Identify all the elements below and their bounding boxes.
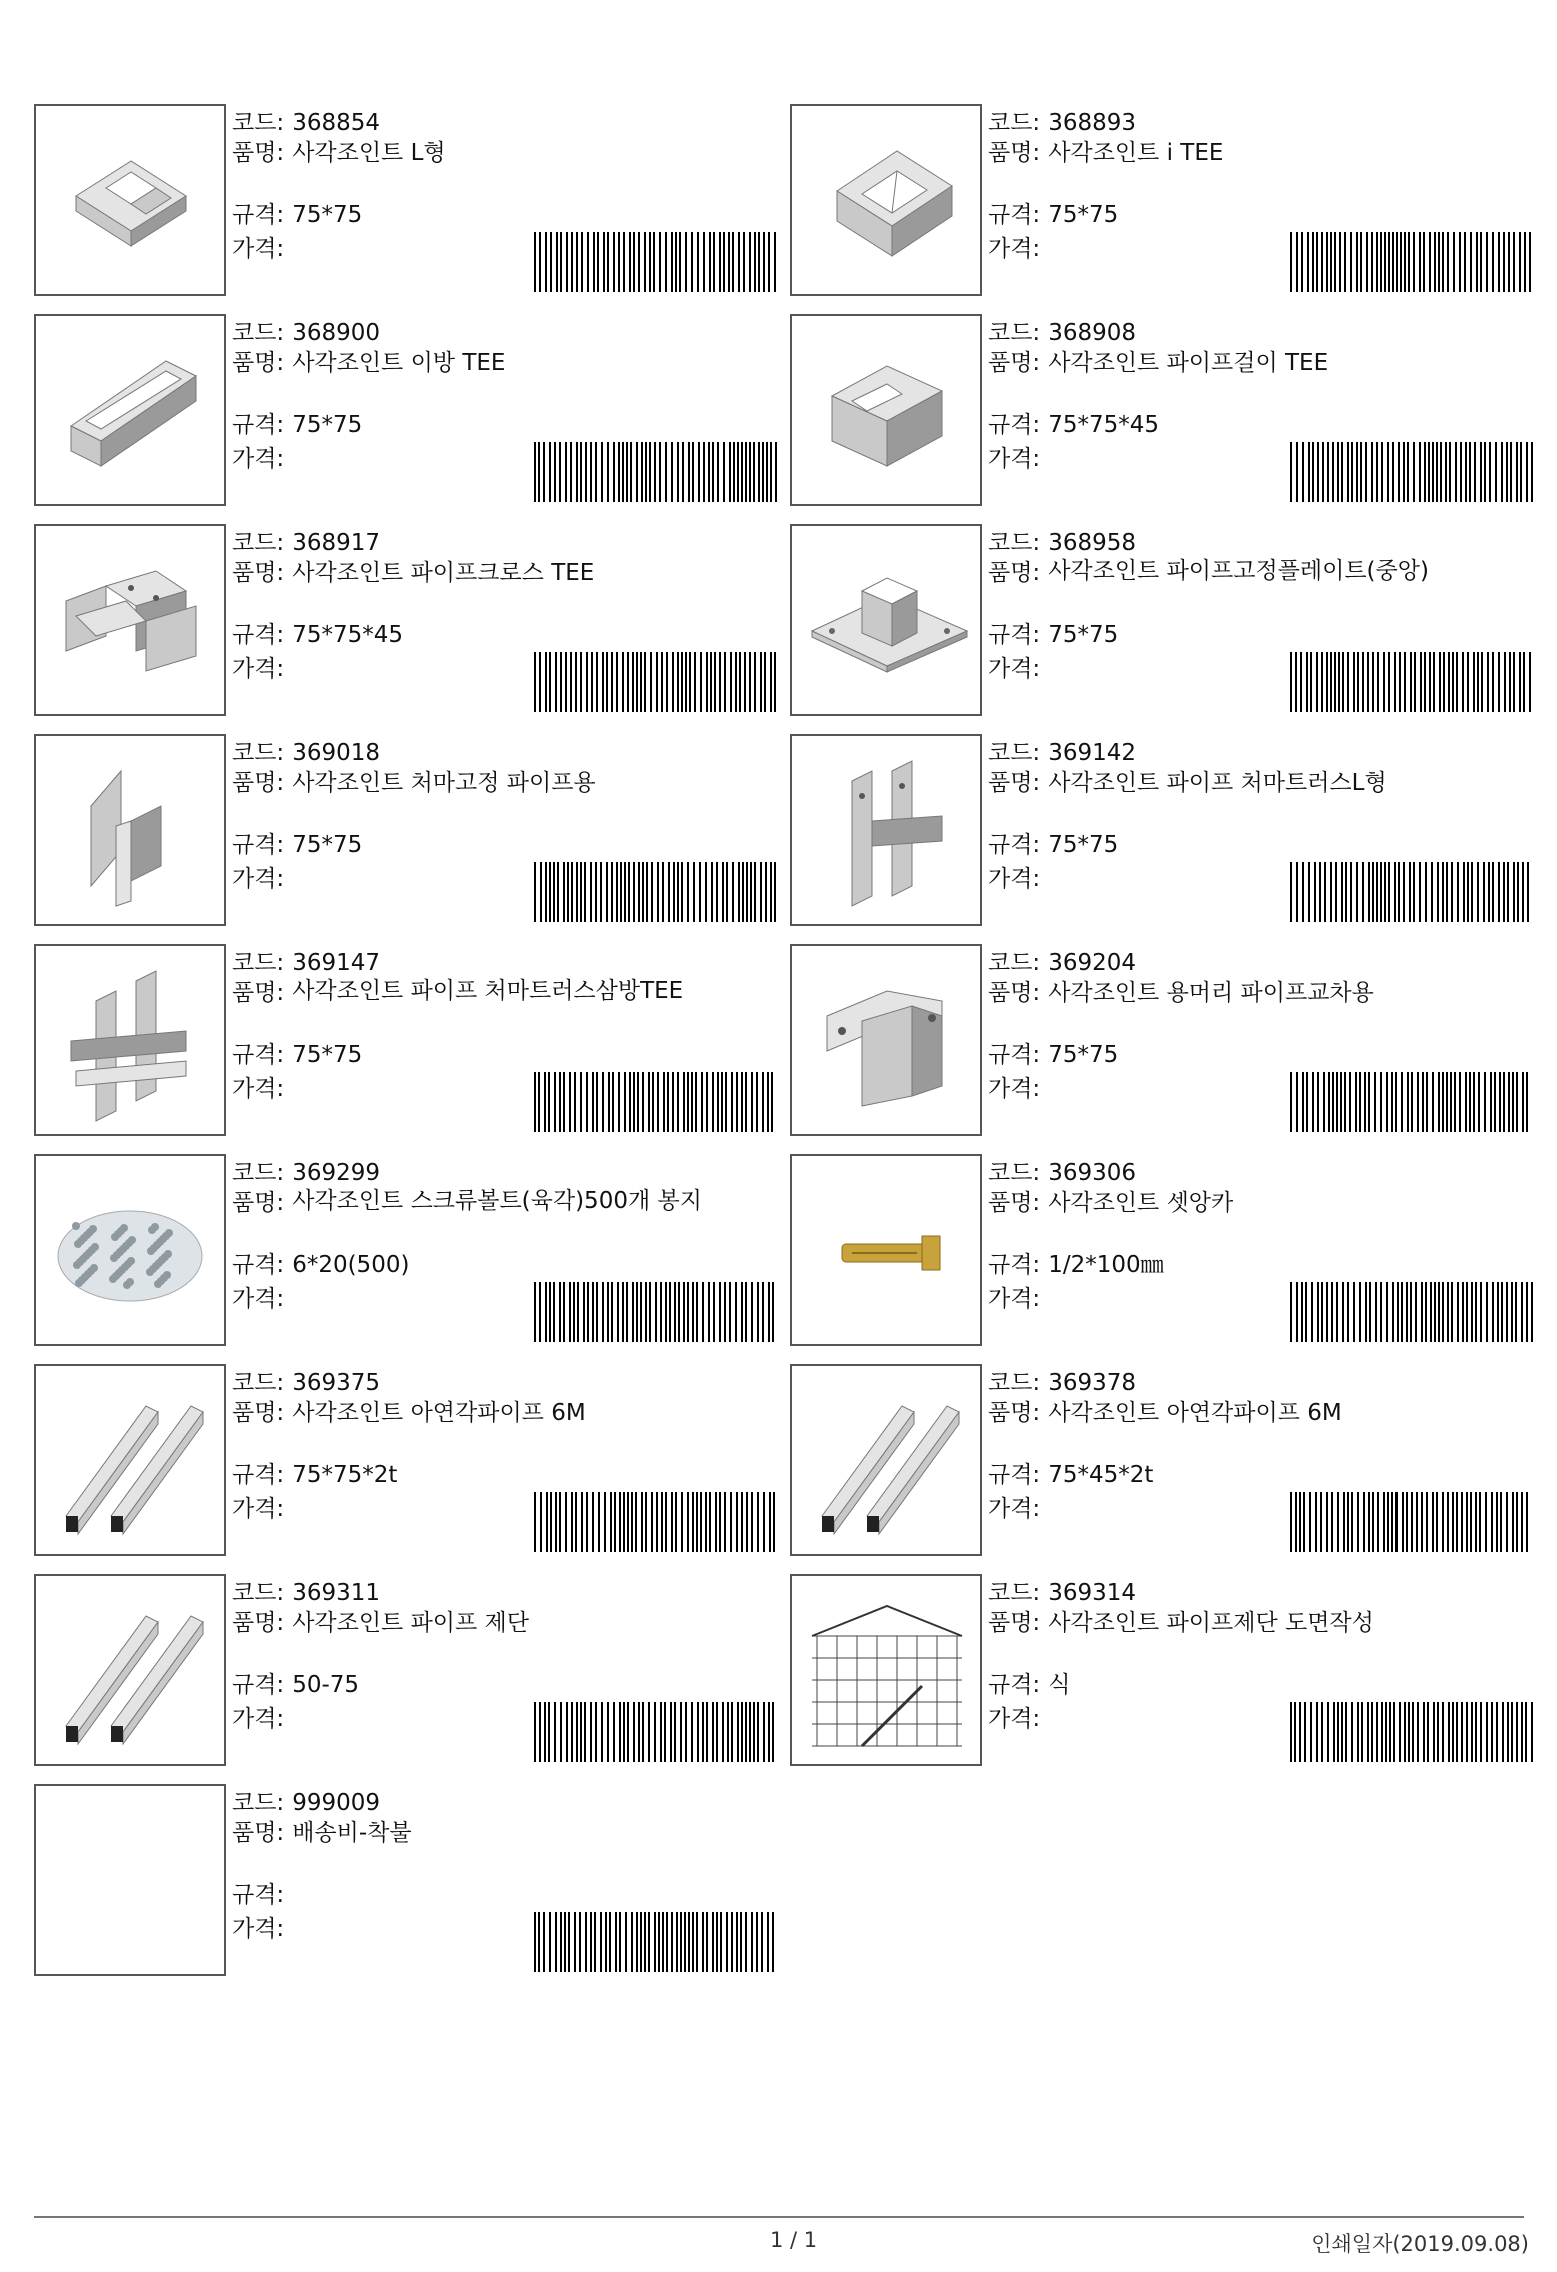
price-row — [232, 1074, 292, 1104]
product-image — [34, 524, 226, 716]
code-value: 999009 — [292, 1790, 380, 1816]
name-value: 사각조인트 스크류볼트(육각)500개 봉지 — [292, 1188, 702, 1214]
product-image — [34, 1154, 226, 1346]
spec-row — [232, 410, 362, 440]
product-card — [790, 734, 1530, 926]
spec-row — [988, 1250, 1164, 1280]
barcode — [1288, 442, 1534, 502]
price-row — [988, 864, 1048, 894]
spec-label: 규격: — [988, 412, 1041, 438]
code-value: 369018 — [292, 740, 380, 766]
name-value: 사각조인트 파이프고정플레이트(중앙) — [1048, 558, 1429, 584]
name-label: 품명: — [232, 1610, 285, 1636]
spec-value: 1/2*100㎜ — [1048, 1252, 1164, 1278]
barcode — [1288, 862, 1534, 922]
price-row — [232, 1914, 292, 1944]
name-label: 품명: — [988, 1190, 1041, 1216]
barcode — [532, 1912, 778, 1972]
name-label: 품명: — [232, 560, 285, 586]
spec-value: 식 — [1048, 1672, 1071, 1698]
product-image — [34, 734, 226, 926]
code-row — [988, 1158, 1136, 1188]
name-row — [232, 1398, 586, 1428]
name-value: 사각조인트 파이프걸이 TEE — [1048, 350, 1329, 376]
spec-row — [988, 620, 1118, 650]
name-label: 품명: — [232, 770, 285, 796]
product-card — [790, 1154, 1530, 1346]
spec-label: 규격: — [988, 202, 1041, 228]
price-row — [232, 654, 292, 684]
name-value: 사각조인트 아연각파이프 6M — [1048, 1400, 1342, 1426]
product-image — [34, 314, 226, 506]
spec-row — [232, 200, 362, 230]
spec-value: 75*75*2t — [292, 1462, 398, 1488]
name-row — [988, 1608, 1374, 1638]
code-value: 368908 — [1048, 320, 1136, 346]
code-row — [232, 528, 380, 558]
spec-row — [232, 1040, 362, 1070]
code-value: 369314 — [1048, 1580, 1136, 1606]
name-row — [232, 978, 722, 1008]
spec-label: 규격: — [988, 1042, 1041, 1068]
price-label: 가격: — [232, 1496, 285, 1522]
code-label: 코드: — [232, 1370, 285, 1396]
product-image — [790, 734, 982, 926]
name-label: 품명: — [988, 140, 1041, 166]
code-label: 코드: — [232, 950, 285, 976]
price-row — [988, 1284, 1048, 1314]
spec-label: 규격: — [988, 622, 1041, 648]
screw-bag-icon — [36, 1156, 224, 1344]
price-label: 가격: — [232, 656, 285, 682]
code-row — [232, 1578, 380, 1608]
barcode — [1288, 1282, 1534, 1342]
spec-value: 75*75 — [292, 832, 363, 858]
code-label: 코드: — [232, 1790, 285, 1816]
spec-value: 75*75 — [292, 202, 363, 228]
price-row — [988, 1494, 1048, 1524]
code-row — [988, 738, 1136, 768]
price-row — [988, 444, 1048, 474]
spec-label: 규격: — [988, 1462, 1041, 1488]
name-value: 사각조인트 셋앙카 — [1048, 1190, 1234, 1216]
pipe-hanger-tee-icon — [792, 316, 980, 504]
code-row — [232, 1158, 380, 1188]
code-row — [232, 1788, 380, 1818]
price-label: 가격: — [988, 1706, 1041, 1732]
code-value: 369147 — [292, 950, 380, 976]
code-row — [232, 318, 380, 348]
price-row — [232, 1494, 292, 1524]
code-label: 코드: — [988, 530, 1041, 556]
product-image — [790, 944, 982, 1136]
product-card — [790, 104, 1530, 296]
price-label: 가격: — [232, 1706, 285, 1732]
spec-row — [988, 410, 1159, 440]
code-label: 코드: — [988, 110, 1041, 136]
name-value: 사각조인트 파이프 처마트러스삼방TEE — [292, 978, 684, 1004]
code-row — [988, 108, 1136, 138]
name-label: 품명: — [232, 980, 285, 1006]
name-value: 사각조인트 이방 TEE — [292, 350, 506, 376]
code-label: 코드: — [232, 740, 285, 766]
l-joint-icon — [36, 106, 224, 294]
price-label: 가격: — [232, 1916, 285, 1942]
product-card — [790, 944, 1530, 1136]
structure-drawing-icon — [792, 1576, 980, 1764]
product-card — [790, 1574, 1530, 1766]
spec-value: 50-75 — [292, 1672, 360, 1698]
name-row — [988, 768, 1387, 798]
product-card — [790, 1364, 1530, 1556]
code-label: 코드: — [988, 1370, 1041, 1396]
code-row — [988, 948, 1136, 978]
product-image — [790, 1154, 982, 1346]
price-label: 가격: — [988, 236, 1041, 262]
name-row — [988, 1398, 1342, 1428]
product-card — [34, 944, 774, 1136]
code-label: 코드: — [232, 1580, 285, 1606]
name-value: 사각조인트 파이프제단 도면작성 — [1048, 1610, 1374, 1636]
spec-label: 규격: — [232, 1252, 285, 1278]
name-row — [232, 348, 505, 378]
price-row — [232, 444, 292, 474]
price-row — [988, 654, 1048, 684]
spec-label: 규격: — [232, 1672, 285, 1698]
name-value: 사각조인트 아연각파이프 6M — [292, 1400, 586, 1426]
barcode — [532, 442, 778, 502]
code-value: 369299 — [292, 1160, 380, 1186]
name-row — [232, 768, 596, 798]
spec-row — [232, 1460, 397, 1490]
price-label: 가격: — [232, 1076, 285, 1102]
price-label: 가격: — [988, 1076, 1041, 1102]
product-card — [34, 314, 774, 506]
name-label: 품명: — [988, 1400, 1041, 1426]
eave-truss-tee-icon — [36, 946, 224, 1134]
name-label: 품명: — [232, 1190, 285, 1216]
spec-label: 규격: — [232, 412, 285, 438]
barcode — [532, 1072, 778, 1132]
code-value: 368917 — [292, 530, 380, 556]
spec-label: 규격: — [232, 1042, 285, 1068]
barcode — [532, 1702, 778, 1762]
empty-image — [36, 1786, 224, 1974]
code-label: 코드: — [988, 1580, 1041, 1606]
price-label: 가격: — [988, 446, 1041, 472]
spec-label: 규격: — [988, 1672, 1041, 1698]
code-row — [232, 948, 380, 978]
product-card — [34, 104, 774, 296]
spec-value: 75*75 — [292, 1042, 363, 1068]
product-image — [34, 944, 226, 1136]
code-label: 코드: — [232, 320, 285, 346]
code-label: 코드: — [232, 530, 285, 556]
spec-value: 75*75*45 — [1048, 412, 1159, 438]
price-label: 가격: — [988, 1286, 1041, 1312]
price-label: 가격: — [232, 1286, 285, 1312]
spec-row — [988, 1670, 1070, 1700]
spec-label: 규격: — [988, 832, 1041, 858]
code-label: 코드: — [232, 1160, 285, 1186]
barcode — [532, 1492, 778, 1552]
product-image — [34, 1364, 226, 1556]
product-image — [790, 104, 982, 296]
product-image — [34, 104, 226, 296]
pipe-cross-tee-icon — [36, 526, 224, 714]
name-value: 배송비-착불 — [292, 1820, 412, 1846]
name-value: 사각조인트 용머리 파이프교차용 — [1048, 980, 1374, 1006]
code-value: 368900 — [292, 320, 380, 346]
name-value: 사각조인트 파이프 처마트러스L형 — [1048, 770, 1387, 796]
name-label: 품명: — [988, 350, 1041, 376]
spec-label: 규격: — [232, 622, 285, 648]
price-label: 가격: — [988, 1496, 1041, 1522]
name-label: 품명: — [232, 350, 285, 376]
spec-label: 규격: — [988, 1252, 1041, 1278]
name-label: 품명: — [232, 1400, 285, 1426]
fixing-plate-icon — [792, 526, 980, 714]
price-row — [988, 1704, 1048, 1734]
code-row — [232, 1368, 380, 1398]
code-label: 코드: — [232, 110, 285, 136]
spec-row — [988, 1460, 1153, 1490]
name-label: 품명: — [232, 140, 285, 166]
price-label: 가격: — [232, 236, 285, 262]
spec-label: 규격: — [232, 202, 285, 228]
code-value: 369311 — [292, 1580, 380, 1606]
barcode — [1288, 1072, 1534, 1132]
price-row — [988, 234, 1048, 264]
code-value: 369378 — [1048, 1370, 1136, 1396]
product-card — [790, 314, 1530, 506]
name-row — [988, 138, 1223, 168]
spec-value: 75*45*2t — [1048, 1462, 1154, 1488]
product-image — [790, 1574, 982, 1766]
barcode — [532, 862, 778, 922]
code-row — [988, 318, 1136, 348]
barcode — [1288, 232, 1534, 292]
barcode — [532, 1282, 778, 1342]
name-label: 품명: — [988, 980, 1041, 1006]
product-card — [34, 1154, 774, 1346]
code-label: 코드: — [988, 320, 1041, 346]
code-value: 368893 — [1048, 110, 1136, 136]
product-card — [34, 524, 774, 716]
eave-fixing-icon — [36, 736, 224, 924]
price-row — [232, 1284, 292, 1314]
name-value: 사각조인트 i TEE — [1048, 140, 1224, 166]
name-row — [988, 1188, 1233, 1218]
spec-row — [232, 1880, 292, 1910]
name-row — [232, 1188, 722, 1218]
eave-truss-l-icon — [792, 736, 980, 924]
print-date: 인쇄일자(2019.09.08) — [1311, 2232, 1529, 2256]
price-label: 가격: — [232, 866, 285, 892]
square-pipe-icon — [792, 1366, 980, 1554]
spec-row — [988, 830, 1118, 860]
spec-label: 규격: — [232, 832, 285, 858]
spec-value: 75*75 — [292, 412, 363, 438]
name-value: 사각조인트 파이프크로스 TEE — [292, 560, 595, 586]
price-label: 가격: — [232, 446, 285, 472]
code-label: 코드: — [988, 740, 1041, 766]
product-image — [34, 1784, 226, 1976]
two-way-tee-icon — [36, 316, 224, 504]
barcode — [1288, 1702, 1534, 1762]
spec-value: 75*75*45 — [292, 622, 403, 648]
code-value: 369142 — [1048, 740, 1136, 766]
spec-row — [988, 1040, 1118, 1070]
name-row — [988, 558, 1478, 588]
i-tee-icon — [792, 106, 980, 294]
product-card — [790, 524, 1530, 716]
product-image — [790, 524, 982, 716]
name-label: 품명: — [232, 1820, 285, 1846]
code-value: 369375 — [292, 1370, 380, 1396]
name-row — [232, 1818, 412, 1848]
name-row — [232, 558, 594, 588]
code-value: 369306 — [1048, 1160, 1136, 1186]
barcode — [532, 652, 778, 712]
name-row — [988, 348, 1328, 378]
code-row — [988, 1578, 1136, 1608]
name-row — [988, 978, 1374, 1008]
price-label: 가격: — [988, 866, 1041, 892]
code-row — [232, 108, 380, 138]
barcode — [1288, 1492, 1534, 1552]
spec-value: 75*75 — [1048, 202, 1119, 228]
name-row — [232, 138, 446, 168]
anchor-bolt-icon — [792, 1156, 980, 1344]
name-value: 사각조인트 L형 — [292, 140, 446, 166]
code-value: 369204 — [1048, 950, 1136, 976]
spec-value: 75*75 — [1048, 832, 1119, 858]
code-value: 368958 — [1048, 530, 1136, 556]
product-card — [34, 734, 774, 926]
price-label: 가격: — [988, 656, 1041, 682]
ridge-cross-icon — [792, 946, 980, 1134]
spec-row — [988, 200, 1118, 230]
code-row — [988, 1368, 1136, 1398]
price-row — [988, 1074, 1048, 1104]
product-image — [790, 314, 982, 506]
spec-value: 6*20(500) — [292, 1252, 410, 1278]
name-label: 품명: — [988, 770, 1041, 796]
barcode — [1288, 652, 1534, 712]
code-row — [988, 528, 1136, 558]
footer-divider — [34, 2216, 1524, 2218]
price-row — [232, 1704, 292, 1734]
product-image — [790, 1364, 982, 1556]
code-value: 368854 — [292, 110, 380, 136]
product-card — [34, 1784, 774, 1976]
name-label: 품명: — [988, 1610, 1041, 1636]
name-value: 사각조인트 파이프 제단 — [292, 1610, 529, 1636]
spec-label: 규격: — [232, 1882, 285, 1908]
square-pipe-icon — [36, 1576, 224, 1764]
barcode — [532, 232, 778, 292]
page-number: 1 / 1 — [770, 2228, 818, 2252]
product-card — [34, 1364, 774, 1556]
spec-row — [232, 1670, 359, 1700]
code-row — [232, 738, 380, 768]
price-row — [232, 864, 292, 894]
spec-row — [232, 620, 403, 650]
spec-value: 75*75 — [1048, 1042, 1119, 1068]
product-card — [34, 1574, 774, 1766]
spec-label: 규격: — [232, 1462, 285, 1488]
spec-row — [232, 830, 362, 860]
name-value: 사각조인트 처마고정 파이프용 — [292, 770, 596, 796]
spec-value: 75*75 — [1048, 622, 1119, 648]
code-label: 코드: — [988, 950, 1041, 976]
product-image — [34, 1574, 226, 1766]
name-row — [232, 1608, 529, 1638]
name-label: 품명: — [988, 560, 1041, 586]
price-row — [232, 234, 292, 264]
code-label: 코드: — [988, 1160, 1041, 1186]
spec-row — [232, 1250, 409, 1280]
square-pipe-icon — [36, 1366, 224, 1554]
